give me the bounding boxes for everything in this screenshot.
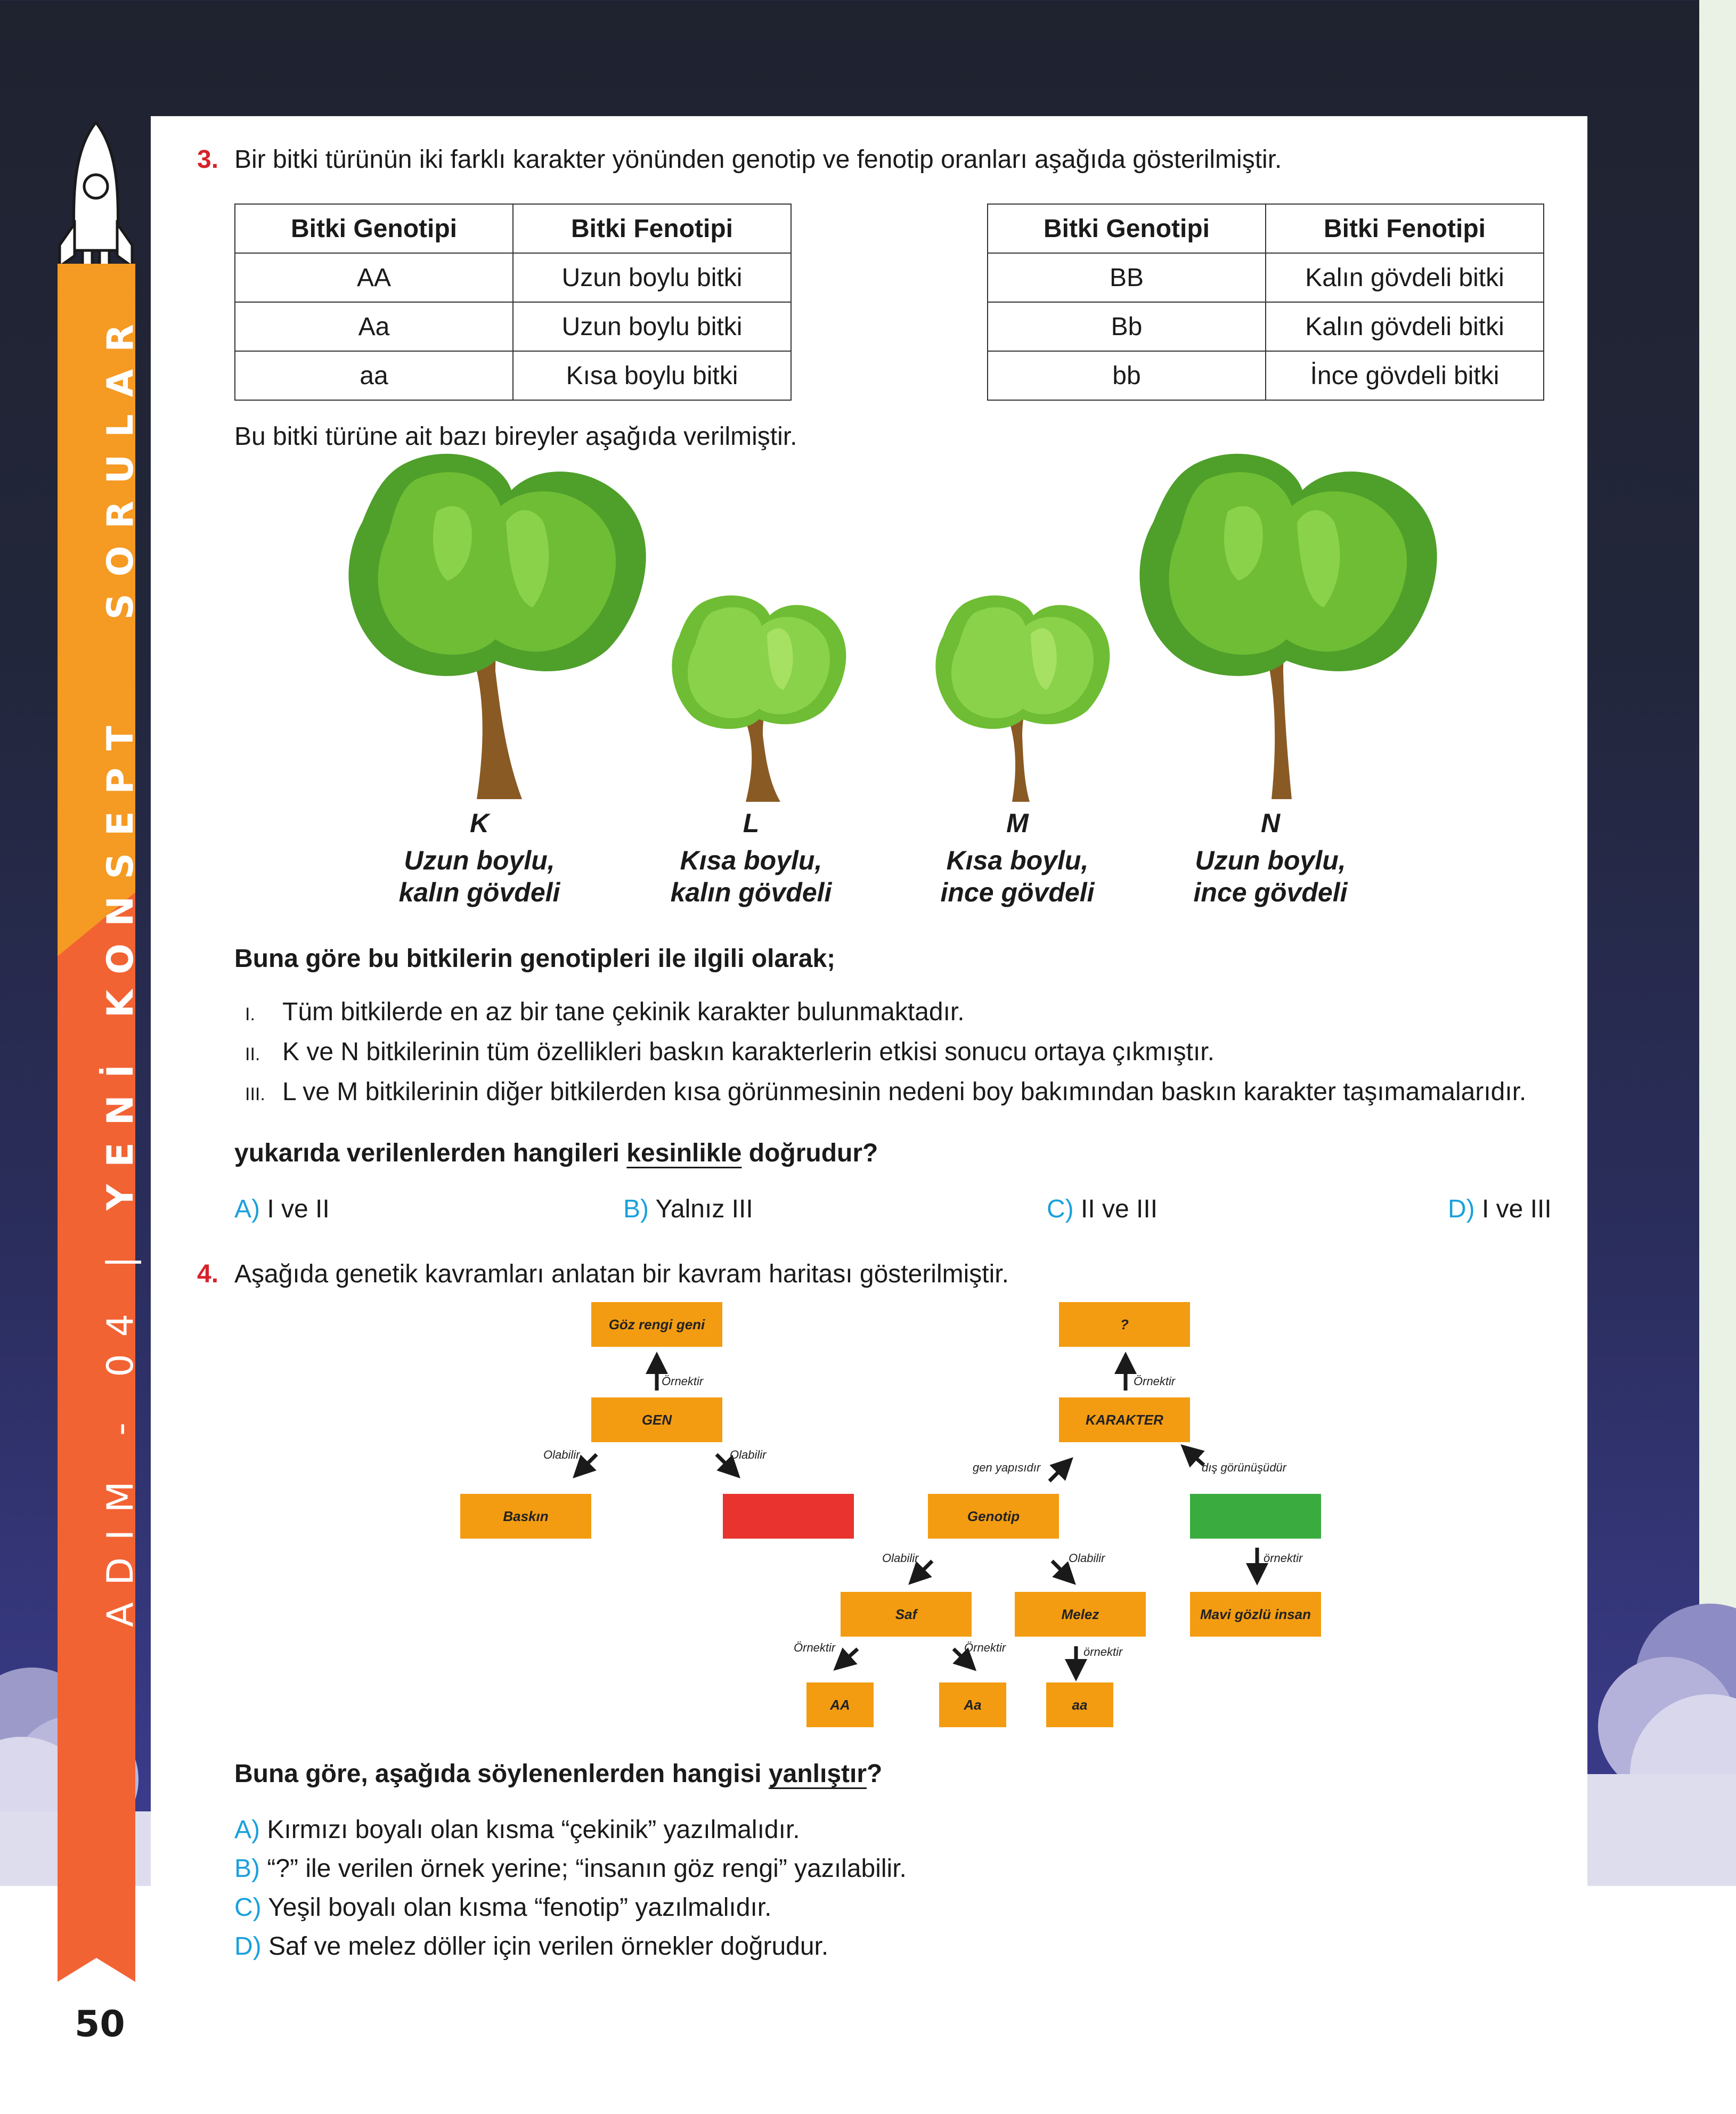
statement-text: L ve M bitkilerinin diğer bitkilerden kısa görünmesinin nedeni boy bakımından baskın karakter taşımamalarıdır. [282,1078,1527,1106]
option-letter: D) [234,1932,262,1961]
tree-k-line1: Uzun boylu, [404,845,555,875]
statement-text: K ve N bitkilerinin tüm özellikleri baskın karakterlerin etkisi sonucu ortaya çıkmıştır. [282,1038,1215,1066]
table2-cell: Kalın gövdeli bitki [1266,253,1544,302]
q4-stem-part2: ? [867,1760,883,1788]
table1-cell: Kısa boylu bitki [513,351,791,400]
table2-header-genotype: Bitki Genotipi [988,204,1266,253]
map-aa-box: aa [1046,1682,1113,1727]
option-letter: C) [1047,1195,1074,1223]
map-gene-box: GEN [591,1397,722,1442]
q3-option-d[interactable] [1448,1193,1552,1225]
q3-question [234,1137,878,1169]
option-text: I ve III [1482,1195,1552,1223]
roman-numeral: I. [245,1004,255,1025]
q3-intro: Bir bitki türünün iki farklı karakter yönünden genotip ve fenotip oranları aşağıda gösterilmiştir. [234,145,1282,174]
map-label-can-be: Olabilir [882,1551,919,1565]
q4-number-label: 4. [197,1260,219,1288]
q4-stem-underlined: yanlıştır [768,1760,867,1788]
tree-m-line1: Kısa boylu, [946,845,1089,875]
table2-cell: Bb [988,302,1266,351]
q3-option-b[interactable] [623,1193,753,1225]
tree-n-line2: ince gövdeli [1193,877,1348,907]
option-text: Saf ve melez döller için verilen örnekler doğrudur. [268,1932,829,1961]
map-blue-eyed-human-box: Mavi gözlü insan [1190,1592,1321,1637]
map-label-example-lower: örnektir [1264,1551,1303,1565]
map-question-box: ? [1059,1302,1190,1347]
q3-question-part1: yukarıda verilenlerden hangileri [234,1139,627,1167]
option-text: II ve III [1081,1195,1158,1223]
map-label-example-lower: örnektir [1083,1645,1123,1658]
page-number: 50 [75,2003,125,2045]
tree-n-label [1164,807,1377,908]
tree-n-line1: Uzun boylu, [1195,845,1346,875]
rocket-icon [53,117,138,277]
map-label-gene-structure: gen yapısıdır [973,1461,1041,1474]
tree-k-label [373,807,586,908]
roman-numeral: II. [245,1044,260,1064]
tree-l-letter: L [743,808,760,838]
tree-l-line2: kalın gövdeli [670,877,832,907]
table1-cell: Uzun boylu bitki [513,302,791,351]
tree-m-illustration [930,586,1121,810]
tree-n-letter: N [1260,808,1281,838]
q3-question-underlined: kesinlikle [626,1139,742,1167]
q3-table-height [234,204,792,401]
q3-question-part2: doğrudur? [741,1139,878,1167]
option-letter: D) [1448,1195,1475,1223]
map-dominant-box: Baskın [460,1494,591,1539]
q4-number [197,1258,218,1290]
map-label-example: Örnektir [662,1375,704,1388]
map-label-example: Örnektir [794,1641,836,1654]
q3-table-stem [987,204,1544,401]
q3-statement-3 [245,1076,1526,1110]
q3-option-c[interactable] [1047,1193,1158,1225]
option-text: Yeşil boyalı olan kısma “fenotip” yazılmalıdır. [268,1893,772,1922]
q4-intro: Aşağıda genetik kavramları anlatan bir kavram haritası gösterilmiştir. [234,1260,1009,1288]
option-text: “?” ile verilen örnek yerine; “insanın göz rengi” yazılabilir. [267,1855,907,1883]
map-AA-box: AA [806,1682,874,1727]
map-pure-box: Saf [841,1592,972,1637]
tree-l-line1: Kısa boylu, [680,845,822,875]
tree-l-label [645,807,858,908]
map-label-can-be: Olabilir [543,1448,580,1461]
statement-text: Tüm bitkilerde en az bir tane çekinik karakter bulunmaktadır. [282,998,965,1026]
banner-step-text: ADIM - 04 | [100,1239,142,1627]
option-letter: B) [623,1195,649,1223]
map-label-example: Örnektir [1134,1375,1176,1388]
q4-option-b[interactable] [234,1853,907,1885]
map-Aa-box: Aa [939,1682,1006,1727]
map-label-outer-appearance: dış görünüşüdür [1202,1461,1286,1474]
table1-cell: Uzun boylu bitki [513,253,791,302]
table1-cell: Aa [235,302,513,351]
map-character-box: KARAKTER [1059,1397,1190,1442]
q3-stem: Buna göre bu bitkilerin genotipleri ile ilgili olarak; [234,945,836,973]
table2-cell: İnce gövdeli bitki [1266,351,1544,400]
table1-header-phenotype: Bitki Fenotipi [513,204,791,253]
option-text: Yalnız III [655,1195,753,1223]
map-genotype-box: Genotip [928,1494,1059,1539]
option-text: I ve II [267,1195,330,1223]
table1-cell: AA [235,253,513,302]
table1-header-genotype: Bitki Genotipi [235,204,513,253]
option-letter: B) [234,1855,260,1883]
option-letter: C) [234,1893,262,1922]
q3-statement-1 [245,996,965,1030]
q4-option-c[interactable] [234,1892,771,1924]
q3-option-a[interactable] [234,1193,330,1225]
tree-k-letter: K [469,808,490,838]
tree-m-letter: M [1006,808,1029,838]
tree-l-illustration [666,586,858,810]
q3-number-label: 3. [197,145,219,174]
tree-m-line2: ince gövdeli [940,877,1095,907]
q3-statement-2 [245,1036,1215,1070]
tree-n-illustration [1132,448,1446,810]
q4-option-a[interactable] [234,1814,800,1846]
option-text: Kırmızı boyalı olan kısma “çekinik” yazılmalıdır. [267,1816,800,1844]
map-label-can-be: Olabilir [730,1448,767,1461]
table2-cell: BB [988,253,1266,302]
option-letter: A) [234,1195,260,1223]
option-letter: A) [234,1816,260,1844]
q4-stem-part1: Buna göre, aşağıda söylenenlerden hangisi [234,1760,769,1788]
map-label-example: Örnektir [964,1641,1006,1654]
table2-cell: Kalın gövdeli bitki [1266,302,1544,351]
table2-header-phenotype: Bitki Fenotipi [1266,204,1544,253]
banner-concept-text: YENİ KONSEPT [100,709,142,1210]
tree-m-label [911,807,1124,908]
map-label-can-be: Olabilir [1069,1551,1105,1565]
tree-k-illustration [341,448,655,810]
table1-cell: aa [235,351,513,400]
map-eye-color-gene-box: Göz rengi geni [591,1302,722,1347]
banner-section-text: SORULAR [100,307,142,620]
q4-stem [234,1758,882,1790]
map-hybrid-box: Melez [1015,1592,1146,1637]
q3-individuals-intro: Bu bitki türüne ait bazı bireyler aşağıda verilmiştir. [234,422,797,451]
roman-numeral: III. [245,1084,265,1104]
q3-number [197,144,218,176]
tree-k-line2: kalın gövdeli [398,877,560,907]
table2-cell: bb [988,351,1266,400]
q4-option-d[interactable] [234,1931,828,1963]
